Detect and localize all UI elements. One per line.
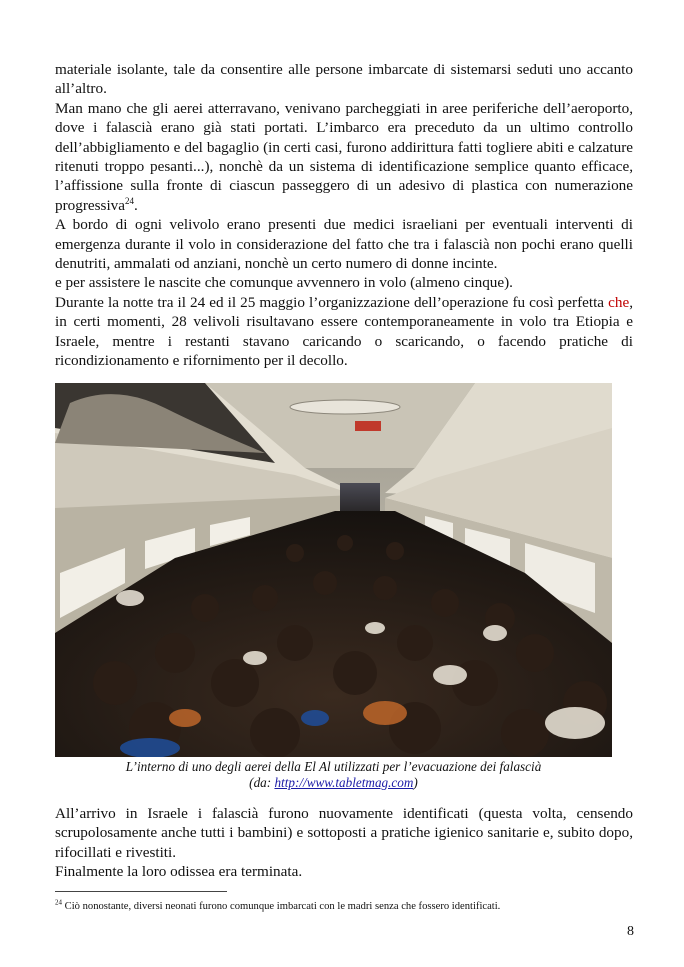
aircraft-interior-photo: [55, 383, 612, 757]
footnote-text: Ciò nonostante, diversi neonati furono comunque imbarcati con le madri senza che fossero identificati.: [62, 901, 501, 912]
body-text-top: [55, 60, 633, 371]
body-text-bottom: [55, 804, 633, 882]
photo-caption: [55, 759, 612, 791]
caption-line-2: [55, 775, 612, 791]
paragraph-boarding-end: .: [134, 196, 138, 214]
paragraph-births: e per assistere le nascite che comunque avvennero in volo (almeno cinque).: [55, 274, 513, 292]
paragraph-boarding-text: Man mano che gli aerei atterravano, venivano parcheggiati in aree periferiche dell’aeroporto, dove i falascià erano già stati portati. L’imbarco era preceduto da un ultimo controllo dell’abbigliamento e del bagaglio (in certi casi, furono addirittura fatti togliere abiti e calzature ritenuti troppo pesanti...), nonchè da un sistema di identificazione semplice quanto efficace, l’affissione sulla fronte di ciascun passeggero di un adesivo di plastica con numerazione progressiva: [55, 99, 633, 214]
footnote-ref-24[interactable]: 24: [125, 195, 135, 206]
paragraph-doctors: A bordo di ogni velivolo erano presenti due medici israeliani per eventuali interventi di emergenza durante il volo in considerazione del fatto che tra i falascià non pochi erano quelli denutriti, ammalati od anziani, nonchè un certo numero di donne incinte.: [55, 216, 633, 273]
paragraph-night: [55, 293, 633, 371]
paragraph-conclusion: Finalmente la loro odissea era terminata.: [55, 863, 303, 881]
paragraph-night-text-a: Durante la notte tra il 24 ed il 25 maggio l’organizzazione dell’operazione fu così perfetta: [55, 293, 609, 311]
source-link[interactable]: http://www.tabletmag.com: [274, 775, 414, 790]
caption-source-prefix: (da:: [249, 775, 275, 790]
paragraph-boarding: [55, 99, 633, 215]
footnote-divider: [55, 891, 227, 892]
footnote-number: 24: [55, 898, 62, 907]
paragraph-night-text-b: , in certi momenti, 28 velivoli risultavano essere contemporaneamente in volo tra Etiopia e Israele, mentre i restanti stavano caricando o scaricando, o facendo pratiche di ricondizionamento e rifornimento per il decollo.: [55, 293, 633, 370]
page-number: 8: [627, 924, 634, 939]
paragraph-continuation: materiale isolante, tale da consentire alle persone imbarcate di sistemarsi seduti uno accanto all’altro.: [55, 61, 633, 98]
caption-source-suffix: ): [413, 775, 418, 790]
caption-line-1: L’interno di uno degli aerei della El Al utilizzati per l’evacuazione dei falascià: [125, 759, 542, 774]
paragraph-arrival: All’arrivo in Israele i falascià furono nuovamente identificati (questa volta, censendo scrupolosamente anche tutti i bambini) e sottoposti a pratiche igienico sanitarie e, subito dopo, rifocillati e rivestiti.: [55, 805, 633, 861]
footnote: [55, 900, 633, 913]
highlighted-word: che: [608, 293, 630, 311]
